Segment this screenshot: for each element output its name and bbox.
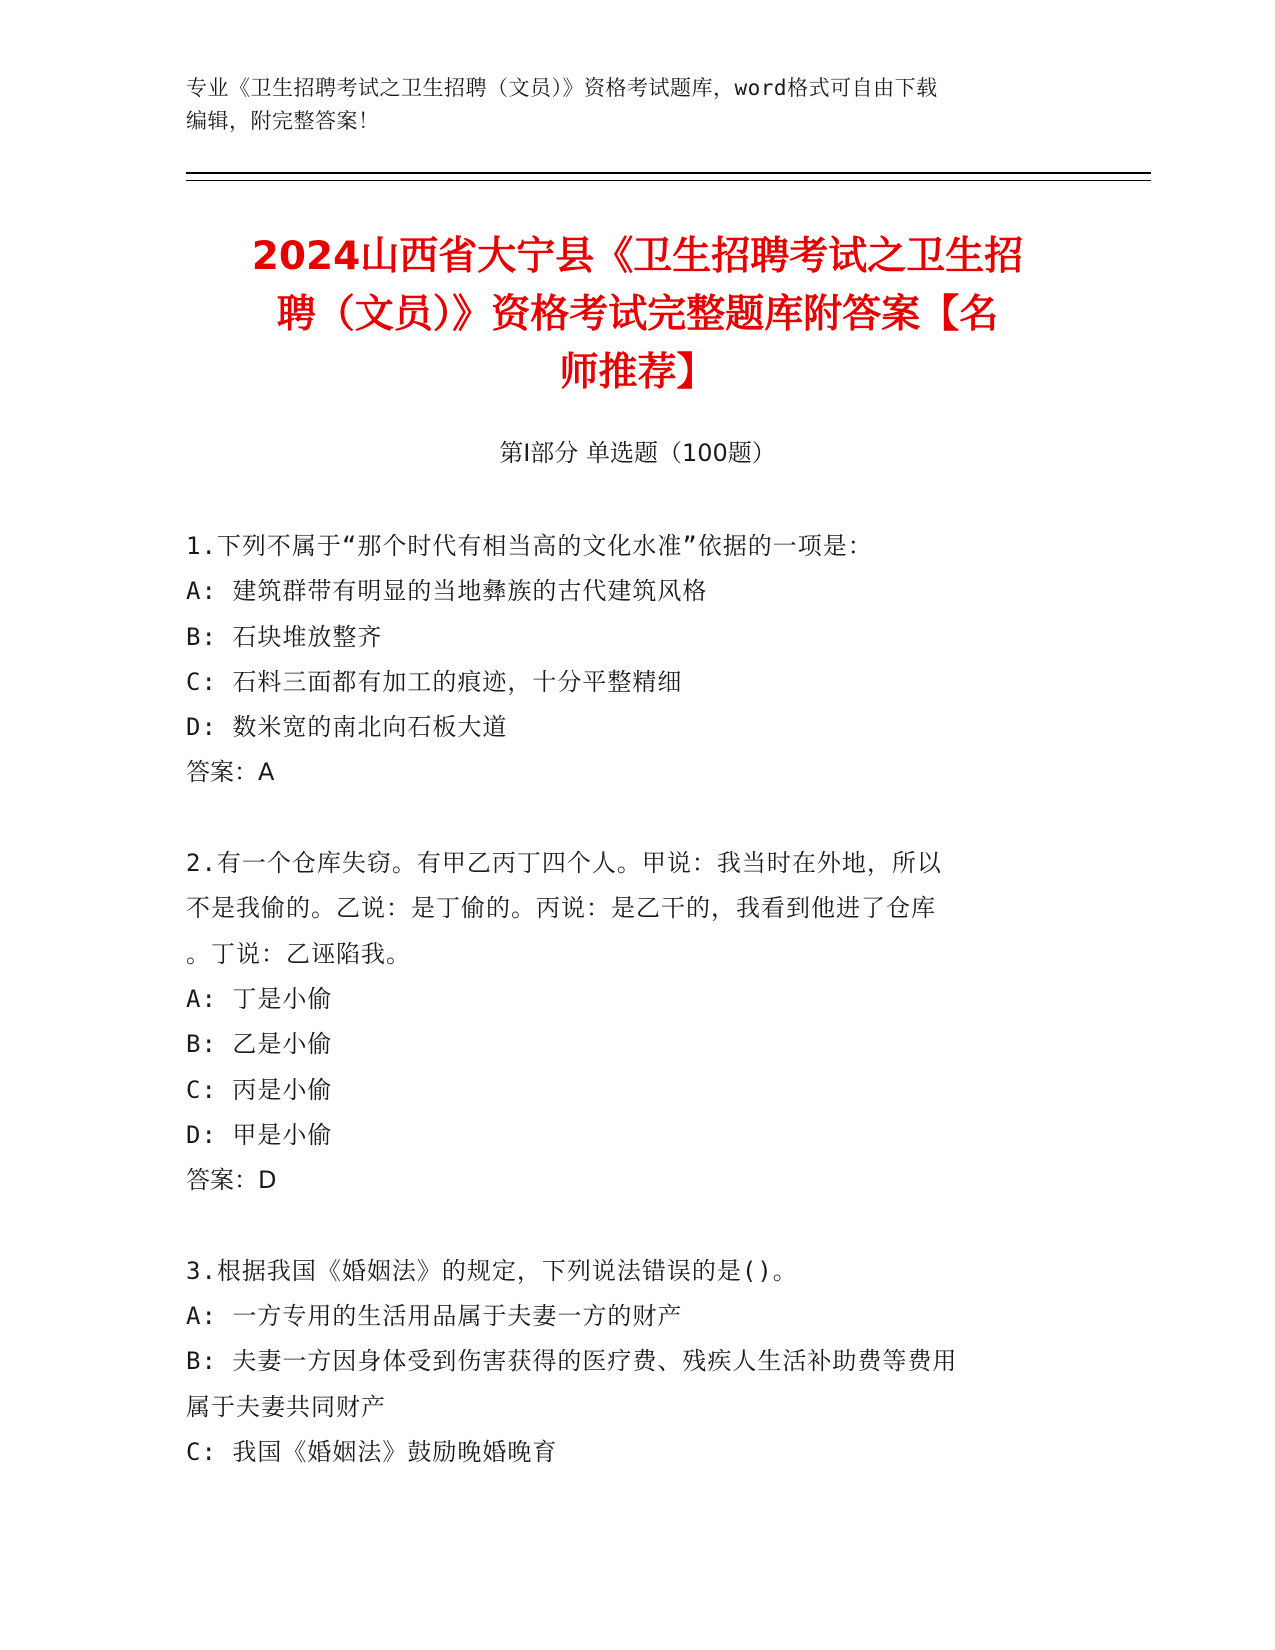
question-option: B: 石块堆放整齐: [186, 622, 383, 651]
question-option: A: 丁是小偷: [186, 984, 333, 1013]
question-answer: 答案：D: [186, 1166, 277, 1195]
question-text: 。丁说：乙诬陷我。: [186, 939, 411, 968]
question-option: B: 夫妻一方因身体受到伤害获得的医疗费、残疾人生活补助费等费用: [186, 1347, 958, 1376]
question-option: C: 我国《婚姻法》鼓励晚婚晚育: [186, 1437, 558, 1466]
title-line: 师推荐】: [559, 350, 716, 395]
document-title: [160, 228, 1115, 402]
title-line: 2024山西省大宁县《卫生招聘考试之卫生招: [251, 234, 1024, 279]
header-note-line: 专业《卫生招聘考试之卫生招聘（文员）》资格考试题库，word格式可自由下载: [186, 76, 938, 100]
question-option: C: 丙是小偷: [186, 1075, 333, 1104]
question-option: C: 石料三面都有加工的痕迹，十分平整精细: [186, 667, 683, 696]
question-spacer: [186, 796, 1086, 841]
question-option: D: 甲是小偷: [186, 1120, 333, 1149]
question-list: [186, 524, 1086, 1475]
question-text: 2.有一个仓库失窃。有甲乙丙丁四个人。甲说：我当时在外地，所以: [186, 849, 942, 878]
question-block: [186, 1249, 1086, 1475]
question-option: D: 数米宽的南北向石板大道: [186, 713, 508, 742]
header-divider-thick: [186, 172, 1151, 174]
question-option: A: 一方专用的生活用品属于夫妻一方的财产: [186, 1302, 683, 1331]
header-note-line: 编辑，附完整答案！: [186, 109, 380, 133]
question-spacer: [186, 1203, 1086, 1248]
question-option: A: 建筑群带有明显的当地彝族的古代建筑风格: [186, 577, 708, 606]
header-divider-thin: [186, 180, 1151, 181]
header-note: [186, 72, 1066, 138]
question-block: [186, 524, 1086, 796]
title-line: 聘（文员）》资格考试完整题库附答案【名: [276, 292, 999, 337]
question-text: 1.下列不属于“那个时代有相当高的文化水准”依据的一项是：: [186, 532, 873, 560]
question-block: [186, 841, 1086, 1203]
section-heading: 第Ⅰ部分 单选题（100题）: [499, 439, 776, 467]
question-text: 3.根据我国《婚姻法》的规定，下列说法错误的是()。: [186, 1256, 798, 1285]
question-answer: 答案：A: [186, 758, 275, 787]
question-text: 不是我偷的。乙说：是丁偷的。丙说：是乙干的，我看到他进了仓库: [186, 894, 936, 923]
question-option: 属于夫妻共同财产: [186, 1392, 386, 1421]
question-option: B: 乙是小偷: [186, 1030, 333, 1059]
